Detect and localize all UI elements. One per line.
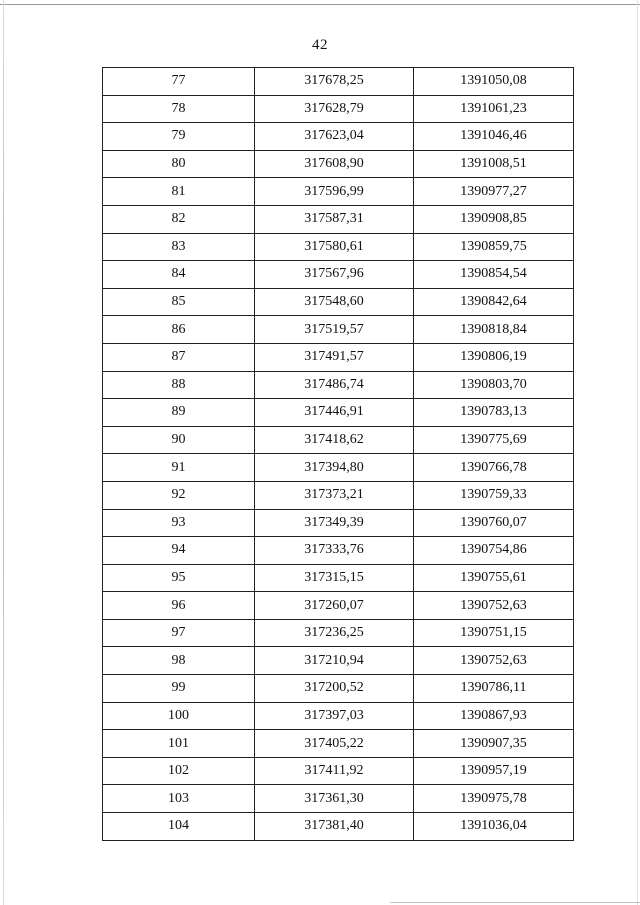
x-coordinate-cell: 317486,74 — [255, 371, 414, 399]
table-row — [103, 509, 574, 537]
page-number: 42 — [312, 37, 328, 53]
x-coordinate-cell: 317315,15 — [255, 564, 414, 592]
table-row — [103, 730, 574, 758]
table-row — [103, 813, 574, 841]
y-coordinate-cell: 1391046,46 — [414, 123, 574, 151]
table-row — [103, 261, 574, 289]
table-row — [103, 233, 574, 261]
table-row — [103, 537, 574, 565]
y-coordinate-cell: 1390908,85 — [414, 205, 574, 233]
x-coordinate-cell: 317397,03 — [255, 702, 414, 730]
scan-edge-left — [3, 0, 4, 905]
y-coordinate-cell: 1390752,63 — [414, 647, 574, 675]
x-coordinate-cell: 317608,90 — [255, 150, 414, 178]
point-number-cell: 81 — [103, 178, 255, 206]
y-coordinate-cell: 1390975,78 — [414, 785, 574, 813]
point-number-cell: 92 — [103, 481, 255, 509]
x-coordinate-cell: 317418,62 — [255, 426, 414, 454]
y-coordinate-cell: 1390859,75 — [414, 233, 574, 261]
table-row — [103, 95, 574, 123]
y-coordinate-cell: 1390803,70 — [414, 371, 574, 399]
point-number-cell: 85 — [103, 288, 255, 316]
table-body — [103, 68, 574, 841]
y-coordinate-cell: 1390957,19 — [414, 757, 574, 785]
point-number-cell: 77 — [103, 68, 255, 96]
point-number-cell: 98 — [103, 647, 255, 675]
point-number-cell: 101 — [103, 730, 255, 758]
point-number-cell: 99 — [103, 675, 255, 703]
table-row — [103, 205, 574, 233]
y-coordinate-cell: 1390818,84 — [414, 316, 574, 344]
y-coordinate-cell: 1390842,64 — [414, 288, 574, 316]
table-row — [103, 481, 574, 509]
point-number-cell: 93 — [103, 509, 255, 537]
y-coordinate-cell: 1390907,35 — [414, 730, 574, 758]
point-number-cell: 94 — [103, 537, 255, 565]
table-row — [103, 123, 574, 151]
y-coordinate-cell: 1390806,19 — [414, 343, 574, 371]
x-coordinate-cell: 317567,96 — [255, 261, 414, 289]
x-coordinate-cell: 317548,60 — [255, 288, 414, 316]
y-coordinate-cell: 1390786,11 — [414, 675, 574, 703]
table-row — [103, 785, 574, 813]
x-coordinate-cell: 317381,40 — [255, 813, 414, 841]
point-number-cell: 84 — [103, 261, 255, 289]
point-number-cell: 104 — [103, 813, 255, 841]
table-row — [103, 592, 574, 620]
point-number-cell: 83 — [103, 233, 255, 261]
table-row — [103, 178, 574, 206]
y-coordinate-cell: 1390867,93 — [414, 702, 574, 730]
y-coordinate-cell: 1390755,61 — [414, 564, 574, 592]
point-number-cell: 89 — [103, 399, 255, 427]
y-coordinate-cell: 1391050,08 — [414, 68, 574, 96]
point-number-cell: 90 — [103, 426, 255, 454]
x-coordinate-cell: 317333,76 — [255, 537, 414, 565]
point-number-cell: 82 — [103, 205, 255, 233]
point-number-cell: 78 — [103, 95, 255, 123]
x-coordinate-cell: 317210,94 — [255, 647, 414, 675]
coordinates-table — [102, 67, 574, 841]
y-coordinate-cell: 1390775,69 — [414, 426, 574, 454]
x-coordinate-cell: 317349,39 — [255, 509, 414, 537]
x-coordinate-cell: 317446,91 — [255, 399, 414, 427]
y-coordinate-cell: 1391061,23 — [414, 95, 574, 123]
table-row — [103, 454, 574, 482]
scan-edge-right — [637, 0, 638, 905]
point-number-cell: 88 — [103, 371, 255, 399]
x-coordinate-cell: 317405,22 — [255, 730, 414, 758]
y-coordinate-cell: 1390766,78 — [414, 454, 574, 482]
y-coordinate-cell: 1391036,04 — [414, 813, 574, 841]
table-row — [103, 371, 574, 399]
x-coordinate-cell: 317587,31 — [255, 205, 414, 233]
y-coordinate-cell: 1390783,13 — [414, 399, 574, 427]
scan-edge-bottom — [390, 902, 640, 903]
y-coordinate-cell: 1390760,07 — [414, 509, 574, 537]
point-number-cell: 80 — [103, 150, 255, 178]
y-coordinate-cell: 1390759,33 — [414, 481, 574, 509]
table-row — [103, 399, 574, 427]
x-coordinate-cell: 317628,79 — [255, 95, 414, 123]
x-coordinate-cell: 317678,25 — [255, 68, 414, 96]
x-coordinate-cell: 317361,30 — [255, 785, 414, 813]
table-row — [103, 647, 574, 675]
table-row — [103, 150, 574, 178]
y-coordinate-cell: 1390751,15 — [414, 619, 574, 647]
y-coordinate-cell: 1391008,51 — [414, 150, 574, 178]
x-coordinate-cell: 317373,21 — [255, 481, 414, 509]
x-coordinate-cell: 317394,80 — [255, 454, 414, 482]
table-row — [103, 316, 574, 344]
x-coordinate-cell: 317411,92 — [255, 757, 414, 785]
point-number-cell: 79 — [103, 123, 255, 151]
x-coordinate-cell: 317580,61 — [255, 233, 414, 261]
y-coordinate-cell: 1390754,86 — [414, 537, 574, 565]
x-coordinate-cell: 317260,07 — [255, 592, 414, 620]
table-row — [103, 702, 574, 730]
x-coordinate-cell: 317491,57 — [255, 343, 414, 371]
table-row — [103, 675, 574, 703]
point-number-cell: 95 — [103, 564, 255, 592]
point-number-cell: 97 — [103, 619, 255, 647]
x-coordinate-cell: 317623,04 — [255, 123, 414, 151]
point-number-cell: 87 — [103, 343, 255, 371]
table-row — [103, 343, 574, 371]
point-number-cell: 103 — [103, 785, 255, 813]
point-number-cell: 96 — [103, 592, 255, 620]
scan-edge-top — [0, 4, 640, 5]
point-number-cell: 102 — [103, 757, 255, 785]
table-row — [103, 757, 574, 785]
table-row — [103, 564, 574, 592]
table-row — [103, 288, 574, 316]
point-number-cell: 91 — [103, 454, 255, 482]
point-number-cell: 100 — [103, 702, 255, 730]
table-row — [103, 68, 574, 96]
point-number-cell: 86 — [103, 316, 255, 344]
x-coordinate-cell: 317519,57 — [255, 316, 414, 344]
y-coordinate-cell: 1390977,27 — [414, 178, 574, 206]
x-coordinate-cell: 317596,99 — [255, 178, 414, 206]
y-coordinate-cell: 1390854,54 — [414, 261, 574, 289]
table-row — [103, 619, 574, 647]
table-row — [103, 426, 574, 454]
x-coordinate-cell: 317236,25 — [255, 619, 414, 647]
y-coordinate-cell: 1390752,63 — [414, 592, 574, 620]
x-coordinate-cell: 317200,52 — [255, 675, 414, 703]
